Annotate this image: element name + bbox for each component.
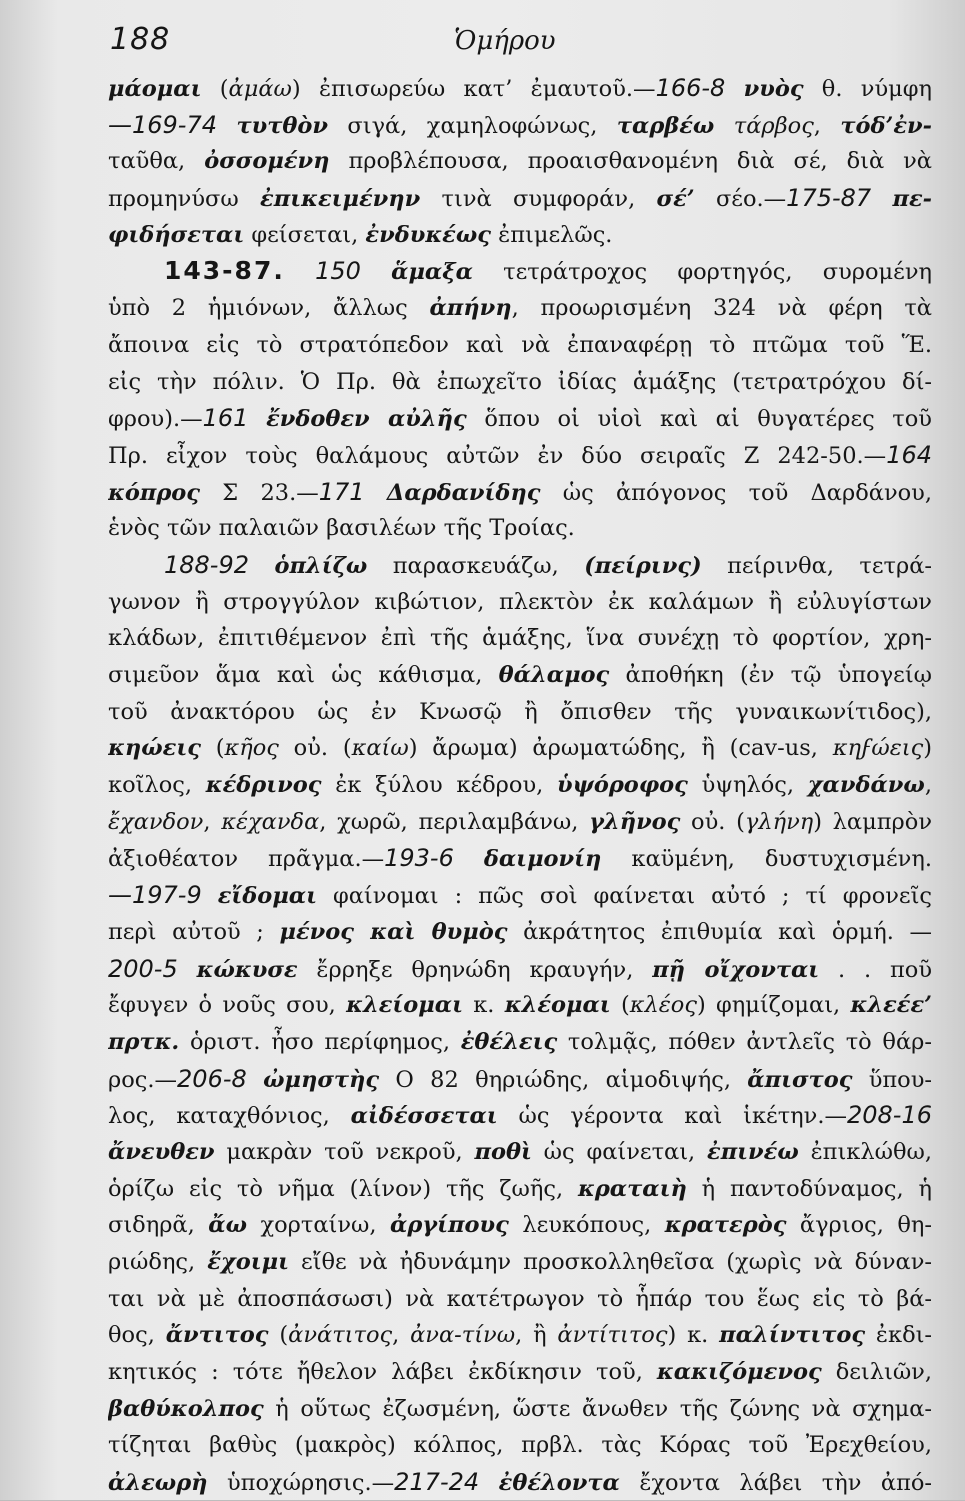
text-line [108, 951, 932, 988]
text-run: κοῖλος, [108, 772, 206, 799]
text-line [108, 1207, 932, 1244]
text-run: ) φημίζομαι, [696, 992, 851, 1019]
text-run: ὅπου οἱ υἱοὶ καὶ αἱ θυγατέρες τοῦ [466, 406, 932, 433]
text-run: Σ 23.— [200, 479, 319, 506]
text-line [108, 1354, 932, 1391]
text-line [108, 253, 932, 290]
line-reference: 206-8 [177, 1064, 247, 1093]
lemma: νυὸς [743, 76, 804, 102]
lemma: γλῆνος [589, 808, 681, 835]
lemma: ἄνευθεν [108, 1138, 215, 1165]
lemma: κηώεις [108, 735, 201, 762]
text-run: ) κ. [667, 1322, 720, 1349]
lemma: ὁπλίζω [274, 552, 368, 579]
text-run: ἡ οὕτως ἐζωσμένη, ὥστε ἄνωθεν τῆς ζώνης νὰ σχημα- [263, 1395, 932, 1422]
text-run: ἐπιμελῶς. [490, 221, 613, 248]
text-run: γωνον ἢ στρογγύλον κιβώτιον, πλεκτὸν ἐκ καλάμων ἢ εὐλυγίστων [108, 588, 932, 615]
text-run: , χωρῶ, περιλαμβάνω, [319, 808, 590, 835]
lemma: μένος καὶ θυμὸς [279, 918, 508, 945]
lemma: ἐπικειμένην [260, 186, 421, 213]
lemma: ἀλεωρὴ [108, 1470, 208, 1497]
lemma: κλείομαι [346, 992, 463, 1019]
lemma: παλίντιτος [719, 1322, 866, 1349]
text-run: φείσεται, [244, 221, 366, 248]
lemma: ὠμηστὴς [263, 1066, 380, 1093]
italic-word: ἔχανδον [108, 808, 204, 835]
lemma: κώκυσε [196, 956, 298, 983]
lemma: κόπρος [108, 479, 201, 506]
italic-word: ἀνα-τίνω [410, 1322, 516, 1349]
lemma: ἄντιτος [165, 1322, 269, 1349]
text-run: ἔχοντα λάβει τὴν ἀπό- [619, 1470, 932, 1497]
lemma: (πείρινς) [584, 552, 702, 579]
running-head: Ὁμήρου [454, 26, 556, 56]
line-reference: —169-74 [108, 110, 218, 139]
text-line [108, 840, 932, 877]
text-line [108, 510, 932, 547]
text-line [108, 180, 932, 217]
lemma: ὀσσομένη [204, 148, 330, 175]
text-run: ἄποινα εἰς τὸ στρατόπεδον καὶ νὰ ἐπαναφέρῃ τὸ πτῶμα τοῦ Ἕ. [108, 331, 932, 358]
line-reference: 208-16 [846, 1101, 932, 1130]
lemma: ἀπήνη [429, 295, 512, 322]
italic-word: κέχανδα [221, 808, 320, 835]
lemma: ἐνδυκέως [365, 221, 491, 248]
text-line [108, 327, 932, 364]
text-run: φαίνομαι : πῶς σοὶ φαίνεται αὐτό ; τί φρονεῖς [317, 883, 932, 910]
lemma: βαθύκολπος [108, 1395, 264, 1422]
text-run: λος, καταχθόνιος, [108, 1103, 351, 1130]
text-line [108, 1134, 932, 1171]
lemma: κλέομαι [504, 992, 611, 1019]
text-run [365, 480, 387, 506]
text-run: κλάδων, ἐπιτιθέμενον ἐπὶ τῆς ἁμάξης, ἵνα συνέχῃ τὸ φορτίον, χρη- [108, 625, 932, 652]
text-run [479, 1470, 498, 1496]
lemma: ταρβέω [616, 112, 715, 139]
text-line [108, 364, 932, 401]
lemma: ἐθέλεις [460, 1028, 558, 1055]
text-run: ρος.— [108, 1066, 178, 1093]
lemma: πε- [892, 186, 932, 213]
line-reference: 175-87 [786, 184, 872, 213]
text-line [108, 547, 932, 584]
text-run [285, 259, 315, 285]
text-run: ὑποχώρησις.— [207, 1470, 395, 1497]
line-reference: 188-92 [164, 550, 250, 579]
text-run: σιγά, χαμηλοφώνως, [327, 112, 617, 139]
lemma: τυτθὸν [236, 112, 328, 139]
text-run: τίζηται βαθὺς (μακρὸς) κόλπος, πρβλ. τὰς Κόρας τοῦ Ἐρεχθείου, [108, 1432, 932, 1459]
text-run: ται νὰ μὲ ἀποσπάσωσι) νὰ κατέτρωγον τὸ ἧπάρ του ἕως εἰς τὸ βά- [108, 1285, 932, 1312]
text-run: ἔφυγεν ὁ νοῦς σου, [108, 992, 347, 1019]
lemma: φιδήσεται [108, 221, 245, 248]
lemma: κραταιὴ [577, 1175, 687, 1202]
lemma: ἄπιστος [747, 1066, 853, 1093]
italic-word: ἀντίτιτος [557, 1322, 668, 1349]
text-run: καϋμένη, δυστυχισμένη. [601, 846, 932, 873]
lemma: θάλαμος [498, 662, 610, 688]
text-run: ἔρρηξε θρηνώδη κραυγήν, [297, 956, 653, 983]
lemma: κέδρινος [205, 772, 322, 799]
text-line [108, 1097, 932, 1134]
text-run [217, 113, 236, 139]
line-reference: 171 [318, 477, 365, 506]
italic-word: τάρβος [733, 112, 814, 139]
text-line [108, 804, 932, 841]
lemma: Δαρδανίδης [386, 479, 541, 506]
italic-word: καίω [351, 735, 409, 762]
text-run [725, 76, 743, 102]
text-line [108, 217, 932, 254]
text-run: παρασκευάζω, [367, 552, 585, 579]
text-run: . . ποῦ [819, 956, 932, 983]
page-header [110, 22, 905, 62]
text-line [108, 400, 932, 437]
text-run: ἡ παντοδύναμος, ἡ [686, 1175, 932, 1202]
text-run: ( [610, 992, 630, 1019]
italic-word: ἀμάω [228, 76, 292, 102]
lemma: ἐθέλοντα [498, 1470, 620, 1497]
italic-word: γλήνη [744, 808, 814, 835]
text-line [108, 694, 932, 731]
lemma: τόδ’ἐν- [840, 112, 932, 139]
commentary-text [108, 70, 932, 1501]
text-run: φρου).— [108, 406, 203, 433]
text-run: χορταίνω, [247, 1212, 391, 1239]
lemma: κακιζόμενος [656, 1359, 822, 1386]
text-run: ( [201, 76, 229, 102]
lemma: ἅμαξα [391, 259, 473, 286]
text-run: ἐκδι- [865, 1322, 932, 1349]
text-run: ριώδης, [108, 1249, 208, 1275]
text-run [871, 186, 892, 212]
text-run: ἑνὸς τῶν παλαιῶν βασιλέων τῆς Τροίας. [108, 515, 575, 542]
text-run: ἀξιοθέατον πρᾶγμα.— [108, 846, 385, 873]
text-run: ἐκ ξύλου κέδρου, [321, 772, 558, 799]
text-run: ὑπὸ 2 ἡμιόνων, ἄλλως [108, 295, 430, 322]
text-run: ἄγριος, θη- [786, 1212, 932, 1239]
text-run: κητικός : τότε ἤθελον λάβει ἐκδίκησιν τοῦ, [108, 1359, 657, 1386]
text-run: ὡς φαίνεται, [531, 1138, 708, 1165]
text-run: θ. νύμφη [803, 76, 932, 102]
text-line [108, 620, 932, 657]
text-line [108, 1427, 932, 1464]
lemma: ἀργίπους [390, 1212, 509, 1239]
italic-word: κηϝώεις [832, 735, 924, 762]
line-reference: 200-5 [108, 954, 178, 983]
lemma: ποθὶ [474, 1138, 532, 1165]
text-run: δειλιῶν, [821, 1359, 932, 1386]
line-reference: 217-24 [394, 1468, 480, 1497]
text-run: οὐ. ( [680, 808, 745, 835]
text-run: σιμεῦον ἅμα καὶ ὡς κάθισμα, [108, 662, 499, 688]
text-line [108, 730, 932, 767]
text-line [108, 1464, 932, 1501]
lemma: ἔνδοθεν αὐλῆς [266, 406, 467, 433]
section-heading: 143-87. [164, 256, 285, 286]
text-run: ὁριστ. ἦσο περίφημος, [179, 1028, 461, 1055]
italic-word: κλέος [629, 992, 697, 1019]
page-number: 188 [110, 22, 171, 57]
text-line [108, 877, 932, 914]
text-run: ἐπικλώθω, [798, 1138, 932, 1165]
lemma: κλεέε’ [850, 992, 932, 1019]
text-run: πείρινθα, τετρά- [701, 552, 932, 579]
lemma: μάομαι [108, 76, 202, 102]
text-run: , [203, 808, 222, 835]
lemma: ἔχοιμι [207, 1249, 289, 1275]
text-run: ) λαμπρὸν [813, 808, 932, 835]
text-line [108, 70, 932, 107]
text-run: τολμᾷς, πόθεν ἀντλεῖς τὸ θάρ- [557, 1028, 932, 1055]
text-run: ὑψηλός, [687, 772, 808, 799]
italic-word: κῆος [224, 735, 279, 762]
text-run: ( [200, 735, 225, 762]
text-run [714, 113, 733, 139]
text-run [247, 1067, 263, 1093]
text-run: θος, [108, 1322, 166, 1349]
text-run: ἀκράτητος ἐπιθυμία καὶ ὁρμή. — [507, 918, 932, 945]
lemma: σέ’ [656, 186, 695, 213]
text-run [178, 957, 197, 983]
text-line [108, 143, 932, 180]
text-line [108, 657, 932, 694]
text-run [248, 406, 266, 432]
lemma: αἰδέσσεται [350, 1103, 498, 1130]
text-run [249, 553, 274, 579]
text-line [108, 1391, 932, 1428]
text-run: εἴθε νὰ ἠδυνάμην προσκολληθεῖσα (χωρὶς νὰ δύναν- [288, 1249, 932, 1275]
text-run: Πρ. εἶχον τοὺς θαλάμους αὐτῶν ἐν δύο σειραῖς Ζ 242-50.— [108, 442, 887, 469]
lemma: ἄω [208, 1212, 248, 1239]
text-run: οὐ. ( [278, 735, 352, 762]
text-line [108, 1171, 932, 1208]
text-line [108, 290, 932, 327]
text-run: , [392, 1322, 411, 1349]
lemma: εἴδομαι [217, 883, 317, 910]
text-run: ) [923, 735, 932, 762]
text-run: λευκόπους, [508, 1212, 665, 1239]
lemma: ἐπινέω [707, 1138, 799, 1165]
text-run: ὡς γέροντα καὶ ἱκέτην.— [497, 1103, 847, 1130]
text-line [108, 437, 932, 474]
text-run: ( [268, 1322, 289, 1349]
text-run: , ἢ [515, 1322, 558, 1349]
text-run: ὡς ἀπόγονος τοῦ Δαρδάνου, [540, 479, 932, 506]
text-run: Ο 82 θηριώδης, αἱμοδιψής, [379, 1066, 748, 1093]
lemma: κρατερὸς [664, 1212, 787, 1239]
text-line [108, 107, 932, 144]
text-line [108, 914, 932, 951]
text-run [454, 846, 484, 872]
line-reference: 150 [315, 257, 361, 286]
text-line [108, 584, 932, 621]
text-line [108, 1281, 932, 1318]
text-run: ὁρίζω εἰς τὸ νῆμα (λίνον) τῆς ζωῆς, [108, 1175, 578, 1202]
line-reference: 161 [202, 404, 249, 433]
text-run: ταῦθα, [108, 148, 205, 175]
text-line [108, 1024, 932, 1061]
italic-word: ἀνάτιτος [288, 1322, 393, 1349]
lemma: δαιμονίη [483, 846, 602, 873]
text-run: τοῦ ἀνακτόρου ὡς ἐν Κνωσῷ ἢ ὄπισθεν τῆς γυναικωνίτιδος), [108, 698, 932, 725]
text-run: εἰς τὴν πόλιν. Ὁ Πρ. θὰ ἐπωχεῖτο ἰδίας ἁμάξης (τετρατρόχου δί- [108, 368, 932, 395]
text-line [108, 1244, 932, 1281]
line-reference: 166-8 [655, 74, 726, 102]
text-run: , [813, 112, 841, 139]
line-reference: 164 [886, 440, 932, 469]
text-run: προμηνύσω [108, 186, 261, 213]
text-line [108, 1317, 932, 1354]
text-run: τετράτροχος φορτηγός, συρομένη [472, 259, 932, 286]
text-line [108, 474, 932, 511]
text-run: σιδηρᾶ, [108, 1212, 209, 1239]
text-run: ὕπου- [852, 1066, 932, 1093]
lemma: πῇ οἴχονται [652, 956, 820, 983]
text-line [108, 987, 932, 1024]
text-run: τινὰ συμφοράν, [420, 186, 657, 213]
text-run: περὶ αὐτοῦ ; [108, 918, 280, 945]
text-run: ἀποθήκη (ἐν τῷ ὑπογείῳ [609, 662, 932, 688]
lemma: ὑψόροφος [557, 772, 688, 799]
line-reference: —197-9 [108, 881, 202, 910]
text-run: προβλέπουσα, προαισθανομένη διὰ σέ, διὰ νὰ [329, 148, 932, 175]
text-run: κ. [462, 992, 505, 1019]
text-run: μακρὰν τοῦ νεκροῦ, [214, 1138, 475, 1165]
text-run [202, 883, 218, 909]
line-reference: 193-6 [384, 844, 454, 873]
text-run [361, 259, 391, 285]
lemma: πρτκ. [108, 1028, 180, 1055]
text-run: , προωρισμένη 324 νὰ φέρη τὰ [511, 295, 932, 322]
text-run: σέο.— [694, 186, 787, 213]
text-line [108, 1061, 932, 1098]
text-run: ) ἐπισωρεύω κατ’ ἐμαυτοῦ.— [291, 76, 656, 102]
text-line [108, 767, 932, 804]
text-run: ) ἄρωμα) ἀρωματώδης, ἢ (cav-us, [408, 735, 833, 762]
text-run: , [924, 772, 932, 799]
lemma: χανδάνω [807, 772, 925, 799]
